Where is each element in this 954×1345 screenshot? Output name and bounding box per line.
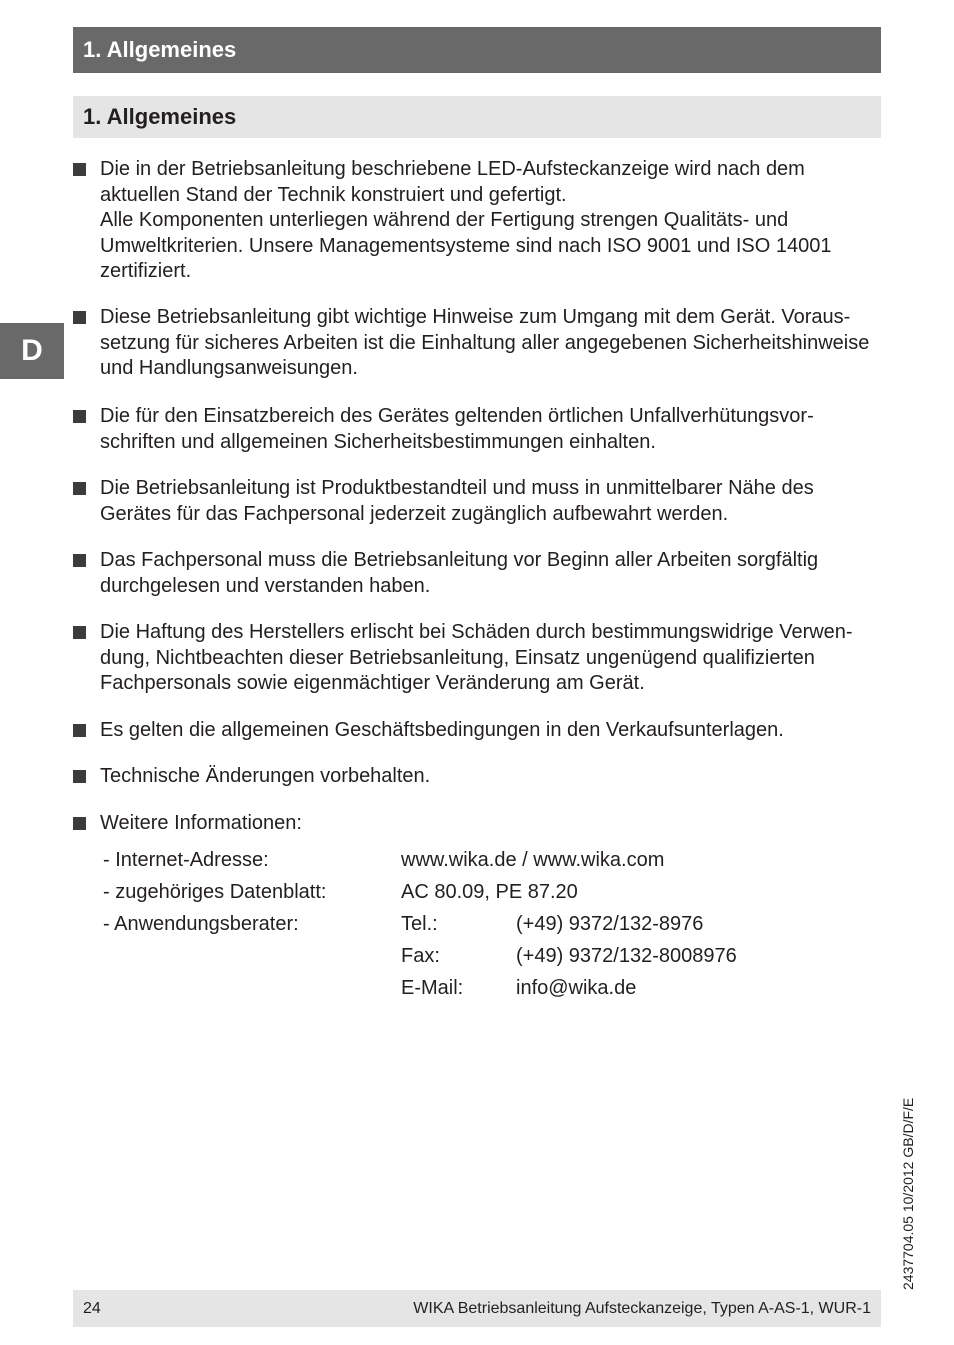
bullet-text (100, 620, 883, 697)
text-line: Alle Komponenten unterliegen während der Fertigung strengen Qualitäts- und (100, 209, 789, 231)
bullet-square-icon (73, 724, 86, 737)
internet-address-link[interactable]: www.wika.de / www.wika.com (401, 849, 665, 871)
bullet-text (100, 718, 883, 744)
footer-document-title: WIKA Betriebsanleitung Aufsteckanzeige, Typen A-AS-1, WUR-1 (413, 1300, 871, 1317)
bullet-item-terms (73, 718, 883, 744)
info-label: - Anwendungsberater: (103, 913, 299, 935)
bullet-square-icon (73, 817, 86, 830)
text-line: durchgelesen und verstanden haben. (100, 574, 431, 597)
text-line: Gerätes für das Fachpersonal jederzeit zugänglich aufbewahrt werden. (100, 502, 729, 525)
page-number: 24 (83, 1300, 101, 1317)
text-line: Die Haftung des Herstellers erlischt bei Schäden durch bestimmungswidrige Verwen- (100, 621, 853, 643)
fax-value: (+49) 9372/132-8008976 (516, 945, 737, 967)
text-line: dung, Nichtbeachten dieser Betriebsanleitung, Einsatz ungenügend qualifizierten (100, 646, 815, 669)
text-line: zertifiziert. (100, 260, 192, 282)
text-line: Diese Betriebsanleitung gibt wichtige Hinweise zum Umgang mit dem Gerät. Voraus- (100, 306, 851, 328)
bullet-item-technical-changes (73, 764, 883, 790)
text-line: Die in der Betriebsanleitung beschriebene LED-Aufsteckanzeige wird nach dem (100, 158, 805, 180)
text-line: setzung für sicheres Arbeiten ist die Einhaltung aller angegebenen Sicherheitshinweise (100, 331, 870, 354)
bullet-text (100, 157, 883, 285)
fax-label: Fax: (401, 945, 440, 967)
language-tab: D (0, 323, 64, 379)
text-line: Es gelten die allgemeinen Geschäftsbedingungen in den Verkaufsunterlagen. (100, 719, 784, 741)
document-reference: 2437704.05 10/2012 GB/D/F/E (900, 1097, 916, 1290)
bullet-square-icon (73, 410, 86, 423)
tel-value: (+49) 9372/132-8976 (516, 913, 704, 935)
text-line: Technische Änderungen vorbehalten. (100, 765, 431, 787)
bullet-item-accident-prevention (73, 404, 883, 455)
bullet-square-icon (73, 770, 86, 783)
bullet-square-icon (73, 163, 86, 176)
text-line: Das Fachpersonal muss die Betriebsanleitung vor Beginn aller Arbeiten sorgfältig (100, 549, 819, 571)
info-label: - Internet-Adresse: (103, 849, 269, 871)
page-header-bar (73, 27, 881, 73)
bullet-item-personnel (73, 548, 883, 599)
bullet-item-product-part (73, 476, 883, 527)
bullet-item-liability (73, 620, 883, 697)
bullet-text (100, 764, 883, 790)
text-line: Umweltkriterien. Unsere Managementsysteme sind nach ISO 9001 und ISO 14001 (100, 234, 832, 257)
bullet-item-safety-notes (73, 305, 883, 382)
text-line: Die für den Einsatzbereich des Gerätes geltenden örtlichen Unfallverhütungsvor- (100, 405, 814, 427)
email-link[interactable]: info@wika.de (516, 977, 637, 999)
text-line: schriften und allgemeinen Sicherheitsbestimmungen einhalten. (100, 430, 656, 453)
section-heading (73, 96, 881, 138)
bullet-square-icon (73, 482, 86, 495)
section-title: 1. Allgemeines (83, 104, 237, 129)
bullet-text (100, 548, 883, 599)
bullet-item-further-info (73, 811, 883, 837)
text-line: und Handlungsanweisungen. (100, 357, 358, 379)
page-footer (73, 1290, 881, 1327)
text-line: Die Betriebsanleitung ist Produktbestandteil und muss in unmittelbarer Nähe des (100, 477, 814, 499)
info-label: - zugehöriges Datenblatt: (103, 881, 327, 903)
bullet-item-quality (73, 157, 883, 285)
header-title: 1. Allgemeines (83, 37, 237, 62)
text-line: aktuellen Stand der Technik konstruiert und gefertigt. (100, 183, 567, 206)
email-label: E-Mail: (401, 977, 464, 999)
datasheet-value: AC 80.09, PE 87.20 (401, 881, 578, 903)
bullet-text (100, 476, 883, 527)
bullet-text (100, 404, 883, 455)
bullet-square-icon (73, 311, 86, 324)
bullet-square-icon (73, 554, 86, 567)
bullet-square-icon (73, 626, 86, 639)
bullet-text (100, 305, 883, 382)
bullet-text (100, 811, 883, 837)
tel-label: Tel.: (401, 913, 438, 935)
text-line: Fachpersonals sowie eigenmächtiger Veränderung am Gerät. (100, 672, 645, 694)
text-line: Weitere Informationen: (100, 812, 302, 834)
